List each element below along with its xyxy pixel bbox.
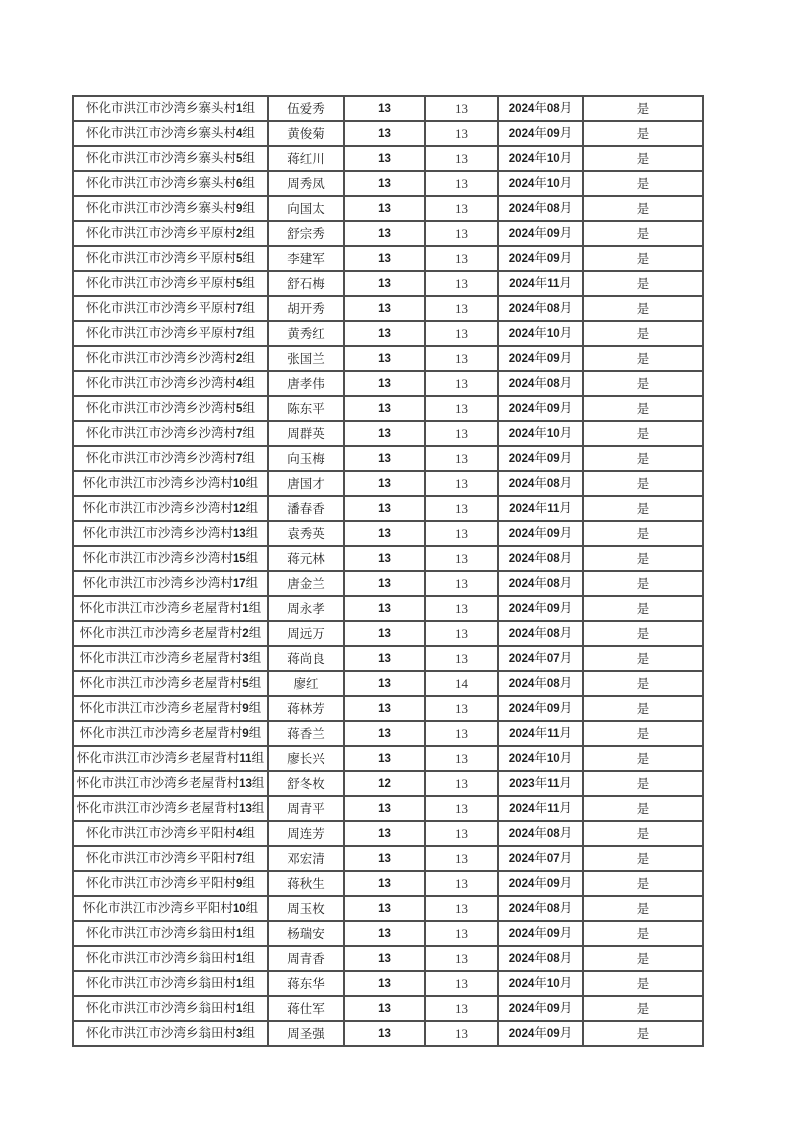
table-row	[73, 1021, 703, 1046]
cell-count2: 13	[425, 896, 498, 921]
cell-count1: 13	[344, 871, 425, 896]
cell-name: 蒋仕军	[268, 996, 344, 1021]
table-row	[73, 296, 703, 321]
cell-flag: 是	[583, 271, 703, 296]
cell-count1: 13	[344, 96, 425, 121]
table-row	[73, 746, 703, 771]
cell-flag: 是	[583, 771, 703, 796]
cell-address: 怀化市洪江市沙湾乡平原村7组	[73, 296, 268, 321]
cell-month: 2024年10月	[498, 421, 583, 446]
cell-name: 周群英	[268, 421, 344, 446]
cell-count2: 13	[425, 596, 498, 621]
cell-count2: 13	[425, 121, 498, 146]
table-row	[73, 896, 703, 921]
cell-flag: 是	[583, 246, 703, 271]
cell-flag: 是	[583, 296, 703, 321]
table-row	[73, 171, 703, 196]
cell-count1: 13	[344, 696, 425, 721]
cell-flag: 是	[583, 621, 703, 646]
cell-flag: 是	[583, 946, 703, 971]
cell-count2: 13	[425, 446, 498, 471]
cell-month: 2024年07月	[498, 646, 583, 671]
table-row	[73, 596, 703, 621]
cell-address: 怀化市洪江市沙湾乡平阳村10组	[73, 896, 268, 921]
cell-count1: 13	[344, 221, 425, 246]
cell-name: 周远万	[268, 621, 344, 646]
table-row	[73, 546, 703, 571]
table-row	[73, 796, 703, 821]
cell-count1: 13	[344, 671, 425, 696]
cell-month: 2024年08月	[498, 196, 583, 221]
cell-address: 怀化市洪江市沙湾乡沙湾村2组	[73, 346, 268, 371]
cell-name: 伍爱秀	[268, 96, 344, 121]
table-row	[73, 446, 703, 471]
table-row	[73, 96, 703, 121]
cell-month: 2024年11月	[498, 271, 583, 296]
cell-count1: 13	[344, 1021, 425, 1046]
cell-address: 怀化市洪江市沙湾乡沙湾村12组	[73, 496, 268, 521]
cell-count1: 13	[344, 796, 425, 821]
cell-month: 2024年09月	[498, 596, 583, 621]
cell-count2: 13	[425, 321, 498, 346]
cell-count1: 13	[344, 446, 425, 471]
cell-flag: 是	[583, 321, 703, 346]
cell-flag: 是	[583, 471, 703, 496]
cell-address: 怀化市洪江市沙湾乡平原村2组	[73, 221, 268, 246]
cell-count2: 13	[425, 571, 498, 596]
cell-flag: 是	[583, 396, 703, 421]
cell-name: 胡开秀	[268, 296, 344, 321]
cell-count2: 13	[425, 421, 498, 446]
cell-address: 怀化市洪江市沙湾乡老屋背村13组	[73, 771, 268, 796]
cell-count1: 13	[344, 946, 425, 971]
cell-name: 蒋元林	[268, 546, 344, 571]
cell-name: 向国太	[268, 196, 344, 221]
cell-count1: 13	[344, 596, 425, 621]
cell-flag: 是	[583, 521, 703, 546]
cell-name: 蒋香兰	[268, 721, 344, 746]
cell-flag: 是	[583, 446, 703, 471]
table-row	[73, 971, 703, 996]
cell-count1: 13	[344, 821, 425, 846]
cell-name: 蒋东华	[268, 971, 344, 996]
cell-name: 周永孝	[268, 596, 344, 621]
cell-address: 怀化市洪江市沙湾乡寨头村4组	[73, 121, 268, 146]
cell-count2: 13	[425, 346, 498, 371]
table-row	[73, 621, 703, 646]
table-row	[73, 346, 703, 371]
cell-count1: 13	[344, 846, 425, 871]
cell-count2: 13	[425, 471, 498, 496]
cell-month: 2024年09月	[498, 696, 583, 721]
table-row	[73, 146, 703, 171]
cell-month: 2024年09月	[498, 446, 583, 471]
cell-flag: 是	[583, 96, 703, 121]
cell-count1: 13	[344, 171, 425, 196]
cell-count1: 13	[344, 546, 425, 571]
cell-count2: 13	[425, 246, 498, 271]
cell-flag: 是	[583, 571, 703, 596]
cell-count1: 13	[344, 196, 425, 221]
cell-count1: 13	[344, 121, 425, 146]
cell-month: 2024年10月	[498, 746, 583, 771]
cell-count2: 13	[425, 146, 498, 171]
cell-month: 2024年09月	[498, 871, 583, 896]
table-row	[73, 496, 703, 521]
cell-flag: 是	[583, 346, 703, 371]
cell-address: 怀化市洪江市沙湾乡沙湾村7组	[73, 421, 268, 446]
table-row	[73, 421, 703, 446]
cell-month: 2024年08月	[498, 471, 583, 496]
cell-count2: 13	[425, 796, 498, 821]
table-row	[73, 321, 703, 346]
cell-count2: 13	[425, 396, 498, 421]
cell-month: 2024年09月	[498, 246, 583, 271]
cell-address: 怀化市洪江市沙湾乡平原村7组	[73, 321, 268, 346]
cell-month: 2024年11月	[498, 496, 583, 521]
cell-count2: 13	[425, 871, 498, 896]
cell-month: 2024年08月	[498, 821, 583, 846]
cell-address: 怀化市洪江市沙湾乡翁田村1组	[73, 996, 268, 1021]
cell-address: 怀化市洪江市沙湾乡翁田村1组	[73, 971, 268, 996]
cell-name: 黄秀红	[268, 321, 344, 346]
cell-flag: 是	[583, 421, 703, 446]
cell-count2: 13	[425, 821, 498, 846]
cell-count2: 13	[425, 271, 498, 296]
cell-address: 怀化市洪江市沙湾乡沙湾村7组	[73, 446, 268, 471]
cell-count1: 13	[344, 421, 425, 446]
cell-address: 怀化市洪江市沙湾乡寨头村6组	[73, 171, 268, 196]
cell-flag: 是	[583, 546, 703, 571]
cell-count1: 13	[344, 646, 425, 671]
cell-count1: 12	[344, 771, 425, 796]
cell-count2: 13	[425, 521, 498, 546]
table-row	[73, 946, 703, 971]
cell-count1: 13	[344, 246, 425, 271]
cell-address: 怀化市洪江市沙湾乡平阳村9组	[73, 871, 268, 896]
cell-month: 2024年08月	[498, 571, 583, 596]
cell-count1: 13	[344, 721, 425, 746]
cell-address: 怀化市洪江市沙湾乡沙湾村17组	[73, 571, 268, 596]
cell-count2: 14	[425, 671, 498, 696]
cell-name: 袁秀英	[268, 521, 344, 546]
cell-name: 廖红	[268, 671, 344, 696]
cell-count2: 13	[425, 996, 498, 1021]
cell-flag: 是	[583, 121, 703, 146]
cell-month: 2023年11月	[498, 771, 583, 796]
cell-count2: 13	[425, 296, 498, 321]
table-row	[73, 221, 703, 246]
cell-address: 怀化市洪江市沙湾乡老屋背村9组	[73, 696, 268, 721]
cell-name: 周连芳	[268, 821, 344, 846]
cell-month: 2024年08月	[498, 946, 583, 971]
table-row	[73, 671, 703, 696]
cell-count2: 13	[425, 371, 498, 396]
cell-count1: 13	[344, 271, 425, 296]
table-row	[73, 996, 703, 1021]
cell-month: 2024年08月	[498, 671, 583, 696]
cell-count2: 13	[425, 96, 498, 121]
cell-month: 2024年09月	[498, 121, 583, 146]
cell-flag: 是	[583, 796, 703, 821]
cell-flag: 是	[583, 671, 703, 696]
cell-month: 2024年10月	[498, 321, 583, 346]
cell-count2: 13	[425, 1021, 498, 1046]
cell-address: 怀化市洪江市沙湾乡寨头村5组	[73, 146, 268, 171]
cell-month: 2024年10月	[498, 971, 583, 996]
cell-address: 怀化市洪江市沙湾乡老屋背村9组	[73, 721, 268, 746]
cell-flag: 是	[583, 921, 703, 946]
cell-address: 怀化市洪江市沙湾乡沙湾村5组	[73, 396, 268, 421]
cell-flag: 是	[583, 871, 703, 896]
cell-address: 怀化市洪江市沙湾乡沙湾村13组	[73, 521, 268, 546]
cell-flag: 是	[583, 846, 703, 871]
cell-flag: 是	[583, 721, 703, 746]
cell-month: 2024年10月	[498, 146, 583, 171]
cell-flag: 是	[583, 746, 703, 771]
cell-month: 2024年08月	[498, 96, 583, 121]
table-row	[73, 196, 703, 221]
cell-name: 唐金兰	[268, 571, 344, 596]
cell-count2: 13	[425, 621, 498, 646]
cell-name: 唐孝伟	[268, 371, 344, 396]
table-row	[73, 371, 703, 396]
cell-flag: 是	[583, 821, 703, 846]
cell-address: 怀化市洪江市沙湾乡平阳村4组	[73, 821, 268, 846]
table-row	[73, 571, 703, 596]
cell-count1: 13	[344, 746, 425, 771]
cell-address: 怀化市洪江市沙湾乡平原村5组	[73, 271, 268, 296]
cell-name: 潘春香	[268, 496, 344, 521]
cell-name: 舒冬枚	[268, 771, 344, 796]
cell-flag: 是	[583, 1021, 703, 1046]
cell-address: 怀化市洪江市沙湾乡老屋背村5组	[73, 671, 268, 696]
cell-count2: 13	[425, 221, 498, 246]
cell-name: 舒石梅	[268, 271, 344, 296]
cell-name: 唐国才	[268, 471, 344, 496]
cell-name: 蒋秋生	[268, 871, 344, 896]
table-row	[73, 871, 703, 896]
cell-count1: 13	[344, 996, 425, 1021]
cell-flag: 是	[583, 896, 703, 921]
cell-address: 怀化市洪江市沙湾乡寨头村9组	[73, 196, 268, 221]
cell-name: 向玉梅	[268, 446, 344, 471]
cell-address: 怀化市洪江市沙湾乡翁田村1组	[73, 921, 268, 946]
cell-month: 2024年11月	[498, 721, 583, 746]
cell-name: 杨瑞安	[268, 921, 344, 946]
cell-count2: 13	[425, 921, 498, 946]
cell-flag: 是	[583, 146, 703, 171]
cell-flag: 是	[583, 646, 703, 671]
cell-address: 怀化市洪江市沙湾乡老屋背村1组	[73, 596, 268, 621]
cell-count2: 13	[425, 196, 498, 221]
cell-count2: 13	[425, 846, 498, 871]
cell-flag: 是	[583, 496, 703, 521]
cell-count2: 13	[425, 771, 498, 796]
cell-count1: 13	[344, 921, 425, 946]
cell-count2: 13	[425, 496, 498, 521]
cell-flag: 是	[583, 371, 703, 396]
table-row	[73, 271, 703, 296]
cell-count1: 13	[344, 521, 425, 546]
cell-address: 怀化市洪江市沙湾乡平阳村7组	[73, 846, 268, 871]
table-row	[73, 396, 703, 421]
table-row	[73, 521, 703, 546]
cell-count1: 13	[344, 896, 425, 921]
cell-count2: 13	[425, 971, 498, 996]
cell-month: 2024年08月	[498, 546, 583, 571]
cell-count1: 13	[344, 396, 425, 421]
cell-count1: 13	[344, 371, 425, 396]
cell-month: 2024年08月	[498, 371, 583, 396]
cell-name: 蒋尚良	[268, 646, 344, 671]
cell-count2: 13	[425, 721, 498, 746]
cell-count1: 13	[344, 321, 425, 346]
cell-name: 周玉枚	[268, 896, 344, 921]
cell-address: 怀化市洪江市沙湾乡翁田村3组	[73, 1021, 268, 1046]
cell-count1: 13	[344, 146, 425, 171]
table-row	[73, 771, 703, 796]
cell-month: 2024年10月	[498, 171, 583, 196]
cell-name: 邓宏清	[268, 846, 344, 871]
table-row	[73, 471, 703, 496]
cell-count2: 13	[425, 696, 498, 721]
cell-name: 蒋林芳	[268, 696, 344, 721]
cell-month: 2024年08月	[498, 621, 583, 646]
cell-count1: 13	[344, 971, 425, 996]
table-row	[73, 121, 703, 146]
cell-name: 舒宗秀	[268, 221, 344, 246]
cell-count1: 13	[344, 621, 425, 646]
cell-month: 2024年09月	[498, 221, 583, 246]
table-row	[73, 921, 703, 946]
cell-flag: 是	[583, 221, 703, 246]
cell-address: 怀化市洪江市沙湾乡老屋背村13组	[73, 796, 268, 821]
cell-month: 2024年09月	[498, 396, 583, 421]
cell-flag: 是	[583, 196, 703, 221]
cell-flag: 是	[583, 171, 703, 196]
cell-flag: 是	[583, 996, 703, 1021]
cell-name: 李建军	[268, 246, 344, 271]
cell-count2: 13	[425, 746, 498, 771]
cell-name: 蒋红川	[268, 146, 344, 171]
cell-month: 2024年09月	[498, 1021, 583, 1046]
cell-count2: 13	[425, 171, 498, 196]
cell-name: 张国兰	[268, 346, 344, 371]
table-row	[73, 821, 703, 846]
cell-month: 2024年09月	[498, 521, 583, 546]
cell-count1: 13	[344, 296, 425, 321]
table-body	[73, 96, 703, 1046]
cell-address: 怀化市洪江市沙湾乡翁田村1组	[73, 946, 268, 971]
cell-count1: 13	[344, 496, 425, 521]
cell-month: 2024年09月	[498, 996, 583, 1021]
cell-address: 怀化市洪江市沙湾乡沙湾村15组	[73, 546, 268, 571]
cell-month: 2024年09月	[498, 921, 583, 946]
cell-count2: 13	[425, 546, 498, 571]
cell-name: 廖长兴	[268, 746, 344, 771]
cell-address: 怀化市洪江市沙湾乡寨头村1组	[73, 96, 268, 121]
cell-month: 2024年11月	[498, 796, 583, 821]
cell-name: 陈东平	[268, 396, 344, 421]
cell-address: 怀化市洪江市沙湾乡老屋背村2组	[73, 621, 268, 646]
cell-count1: 13	[344, 571, 425, 596]
table-row	[73, 721, 703, 746]
cell-address: 怀化市洪江市沙湾乡沙湾村10组	[73, 471, 268, 496]
cell-flag: 是	[583, 596, 703, 621]
cell-month: 2024年08月	[498, 896, 583, 921]
cell-month: 2024年07月	[498, 846, 583, 871]
cell-name: 周青平	[268, 796, 344, 821]
cell-address: 怀化市洪江市沙湾乡老屋背村11组	[73, 746, 268, 771]
table-row	[73, 246, 703, 271]
cell-count2: 13	[425, 646, 498, 671]
cell-month: 2024年08月	[498, 296, 583, 321]
table-row	[73, 696, 703, 721]
cell-name: 黄俊菊	[268, 121, 344, 146]
cell-count2: 13	[425, 946, 498, 971]
cell-address: 怀化市洪江市沙湾乡沙湾村4组	[73, 371, 268, 396]
cell-name: 周青香	[268, 946, 344, 971]
cell-flag: 是	[583, 971, 703, 996]
cell-address: 怀化市洪江市沙湾乡老屋背村3组	[73, 646, 268, 671]
table-row	[73, 646, 703, 671]
cell-flag: 是	[583, 696, 703, 721]
cell-count1: 13	[344, 471, 425, 496]
cell-name: 周圣强	[268, 1021, 344, 1046]
cell-count1: 13	[344, 346, 425, 371]
cell-address: 怀化市洪江市沙湾乡平原村5组	[73, 246, 268, 271]
table-row	[73, 846, 703, 871]
data-table	[72, 95, 704, 1047]
cell-name: 周秀凤	[268, 171, 344, 196]
cell-month: 2024年09月	[498, 346, 583, 371]
